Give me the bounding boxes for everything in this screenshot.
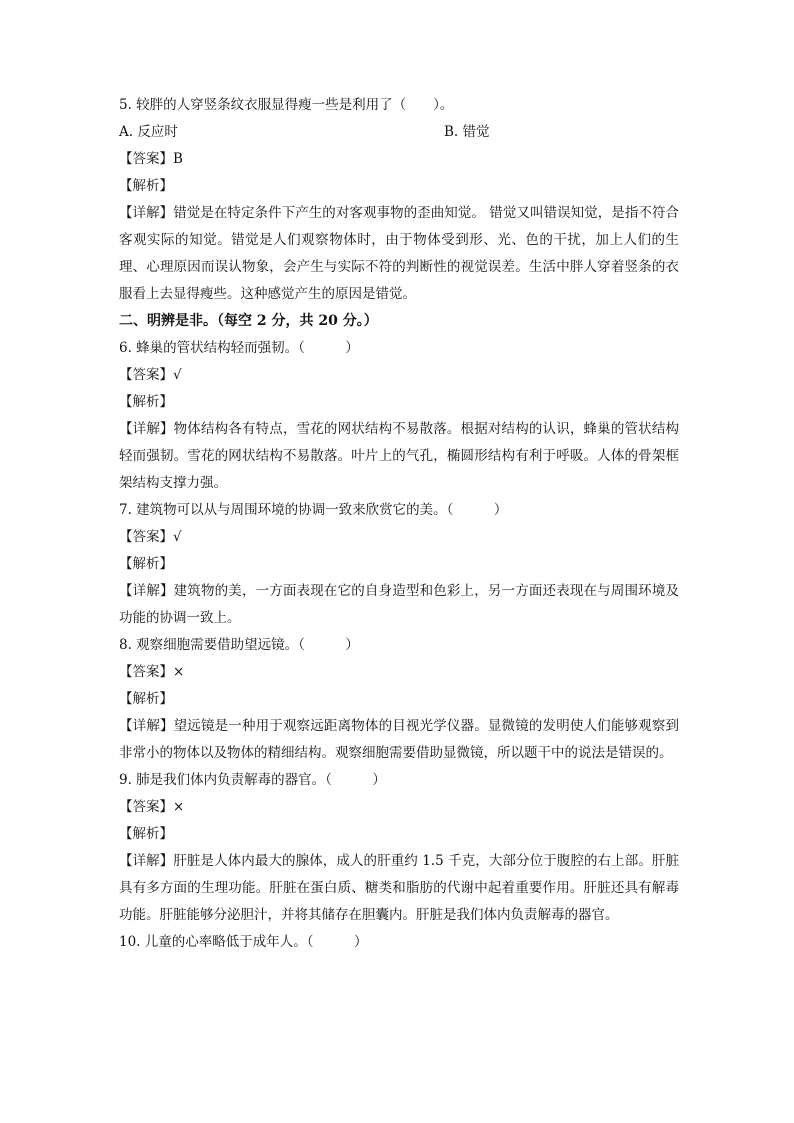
q5-stem: 5. 较胖的人穿竖条纹衣服显得瘦一些是利用了（ ）。 xyxy=(119,97,454,113)
q5-option-a: A. 反应时 xyxy=(119,124,178,140)
section-title: 二、明辨是非。（每空 2 分，共 20 分。） xyxy=(119,313,378,329)
q8-answer: 【答案】× xyxy=(119,664,185,680)
q5-analysis-label: 【解析】 xyxy=(119,178,173,194)
q6-detail: 【详解】物体结构各有特点，雪花的网状结构不易散落。根据对结构的认识，蜂巢的管状结构轻而强韧。雪花的网状结构不易散落。叶片上的气孔，椭圆形结构有利于呼吸。人体的骨架框架结构支撑力强。 xyxy=(119,421,679,491)
q8-analysis-label: 【解析】 xyxy=(119,691,173,707)
q7-analysis-label: 【解析】 xyxy=(119,556,173,572)
q5-answer: 【答案】B xyxy=(119,151,183,167)
q6-stem: 6. 蜂巢的管状结构轻而强韧。（ ） xyxy=(119,340,359,356)
q7-stem: 7. 建筑物可以从与周围环境的协调一致来欣赏它的美。（ ） xyxy=(119,502,508,518)
document-page xyxy=(119,92,679,956)
q5-detail: 【详解】错觉是在特定条件下产生的对客观事物的歪曲知觉。 错觉又叫错误知觉，是指不符合客观实际的知觉。错觉是人们观察物体时，由于物体受到形、光、色的干扰，加上人们的生理、心理原因而误认物象，会产生与实际不符的判断性的视觉误差。生活中胖人穿着竖条的衣服看上去显得瘦些。这种感觉产生的原因是错觉。 xyxy=(119,205,679,302)
q9-analysis-label: 【解析】 xyxy=(119,826,173,842)
q9-answer: 【答案】× xyxy=(119,799,185,815)
q9-detail: 【详解】肝脏是人体内最大的腺体，成人的肝重约 1.5 千克，大部分位于腹腔的右上部。肝脏具有多方面的生理功能。肝脏在蛋白质、糖类和脂肪的代谢中起着重要作用。肝脏还具有解毒功能。肝脏能够分泌胆汁，并将其储存在胆囊内。肝脏是我们体内负责解毒的器官。 xyxy=(119,853,679,923)
q10-stem: 10. 儿童的心率略低于成年人。（ ） xyxy=(119,934,368,950)
q5-options xyxy=(119,119,679,146)
q7-detail: 【详解】建筑物的美，一方面表现在它的自身造型和色彩上，另一方面还表现在与周围环境及功能的协调一致上。 xyxy=(119,583,679,626)
q7-answer: 【答案】√ xyxy=(119,529,182,545)
q6-answer: 【答案】√ xyxy=(119,367,182,383)
q8-detail: 【详解】望远镜是一种用于观察远距离物体的目视光学仪器。显微镜的发明使人们能够观察到非常小的物体以及物体的精细结构。观察细胞需要借助显微镜，所以题干中的说法是错误的。 xyxy=(119,718,679,761)
q5-option-b: B. 错觉 xyxy=(444,124,490,140)
q9-stem: 9. 肺是我们体内负责解毒的器官。（ ） xyxy=(119,772,386,788)
q6-analysis-label: 【解析】 xyxy=(119,394,173,410)
q8-stem: 8. 观察细胞需要借助望远镜。（ ） xyxy=(119,637,359,653)
